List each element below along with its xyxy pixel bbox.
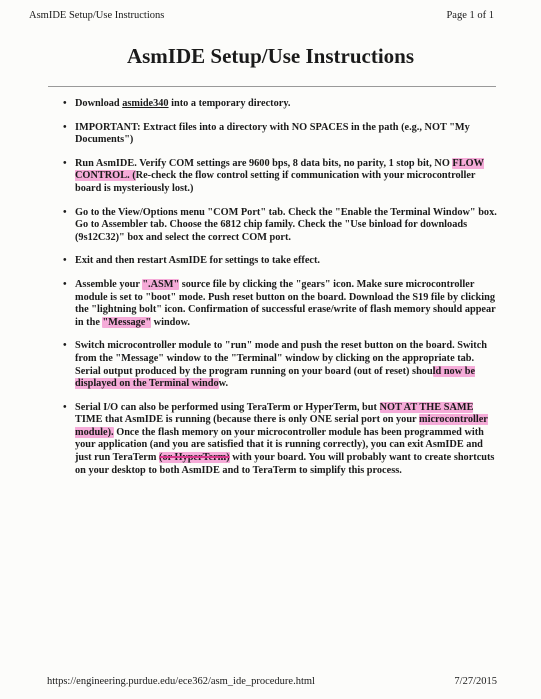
highlighted-text: (or HyperTerm) (159, 452, 230, 464)
bullet-icon: • (63, 255, 67, 267)
list-item (48, 207, 498, 245)
bullet-icon: • (63, 206, 67, 218)
item-text: TIME that AsmIDE is running (because there is only ONE serial port on your (75, 414, 420, 426)
highlighted-text: FLOW CONTROL. ( (75, 157, 484, 182)
footer-date: 7/27/2015 (454, 676, 497, 687)
list-item (48, 122, 498, 147)
item-text: Serial I/O can also be performed using TeraTerm or HyperTerm, but (75, 401, 380, 413)
bullet-icon: • (63, 401, 67, 413)
header-page-indicator: Page 1 of 1 (446, 10, 494, 21)
list-item (48, 98, 498, 111)
bullet-icon: • (63, 98, 67, 109)
item-text: Once the flash memory on your microcontroller module has been programmed with your application (and you are satisfied that it is running correctly), you can exit AsmIDE and just run TeraTerm (75, 426, 484, 464)
bullet-icon: • (63, 340, 67, 352)
list-item (48, 402, 498, 478)
item-text: IMPORTANT: Extract files into a directory with NO SPACES in the path (e.g., NOT "My Documents") (75, 121, 470, 146)
list-item (48, 340, 498, 390)
header-doc-title: AsmIDE Setup/Use Instructions (29, 10, 165, 21)
page-title: AsmIDE Setup/Use Instructions (126, 44, 415, 68)
highlighted-text: "Message" (102, 316, 152, 328)
download-link[interactable]: asmide340 (122, 98, 169, 109)
highlighted-text: ".ASM" (142, 278, 180, 290)
list-item (48, 279, 498, 329)
item-text: w. (218, 378, 229, 390)
highlighted-text: microcontroller module). (75, 414, 488, 438)
list-item (48, 255, 498, 268)
item-text: with your board. You will probably want to create shortcuts on your desktop to both AsmIDE and to TeraTerm to simplify this process. (75, 452, 495, 476)
item-text: Download (75, 98, 123, 109)
item-text: window. (151, 316, 190, 328)
bullet-icon: • (63, 157, 67, 169)
item-text: into a temporary directory. (168, 98, 291, 109)
footer-url: https://engineering.purdue.edu/ece362/asm_ide_procedure.html (47, 676, 315, 687)
item-text: source file by clicking the "gears" icon. Make sure microcontroller module is set to "boot" mode. Push reset button on the board. Download the S19 file by clicking the "lightning bolt" icon. Confirmation of successful erase/write of flash memory should appear in the (75, 278, 496, 328)
instruction-list (48, 98, 498, 488)
bullet-icon: • (63, 121, 67, 133)
highlighted-text: ld now be displayed on the Terminal windo (75, 365, 476, 390)
item-text: Re-check the flow control setting if communication with your microcontroller board is mysteriously lost.) (75, 170, 476, 194)
item-text: Switch microcontroller module to "run" mode and push the reset button on the board. Switch from the "Message" window to the "Terminal" window by clicking on the appropriate tab. Serial output produced by the program running on your board (out of reset) shou (75, 340, 487, 377)
item-text: Assemble your (75, 278, 143, 290)
list-item (48, 158, 498, 196)
item-text: Go to the View/Options menu "COM Port" tab. Check the "Enable the Terminal Window" box. Go to Assembler tab. Choose the 6812 chip family. Check the "Use binload for downloads (9s12C32)" box and select the correct COM port. (75, 206, 497, 243)
item-text: Run AsmIDE. Verify COM settings are 9600 bps, 8 data bits, no parity, 1 stop bit, NO (75, 157, 453, 169)
bullet-icon: • (63, 278, 67, 290)
highlighted-text: NOT AT THE SAME (379, 401, 474, 413)
title-divider (48, 86, 496, 87)
item-text: Exit and then restart AsmIDE for settings to take effect. (75, 255, 320, 267)
